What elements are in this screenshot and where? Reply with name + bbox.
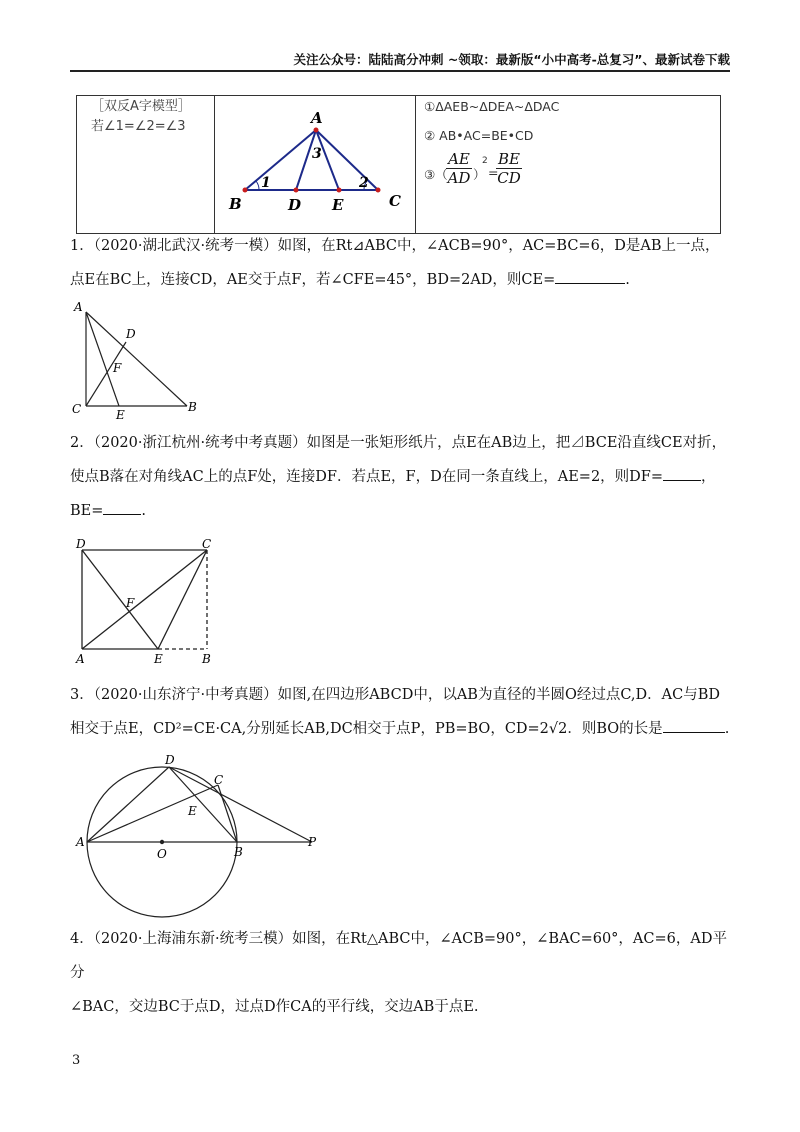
fig-label-c: C <box>388 192 401 210</box>
fig-label-a: A <box>310 109 323 127</box>
fig-angle-3: 3 <box>311 146 322 162</box>
model-condition: 若∠1=∠2=∠3 <box>91 119 186 134</box>
q1-label-e: E <box>116 408 125 422</box>
q3-label-p: P <box>308 835 317 849</box>
q3-label-c: C <box>214 773 224 787</box>
q3-answer-blank[interactable] <box>663 718 725 733</box>
q2-figure <box>70 534 220 670</box>
page-number: 3 <box>72 1053 81 1068</box>
fig-angle-2: 2 <box>358 175 369 191</box>
model-prop-3-prefix: ③（ <box>424 167 448 182</box>
q4-line-1: 4．（2020·上海浦东新·统考三模）如图，在Rt△ABC中，∠ACB=90°，∠BAC=60°，AC=6，AD平分 <box>70 931 727 981</box>
frac2-numerator: BE <box>498 150 520 168</box>
q2-df-answer-blank[interactable] <box>663 466 701 481</box>
frac1-numerator: AE <box>448 150 470 168</box>
q2-line-3-text: BE= <box>70 503 104 519</box>
q2-line-2-text: 使点B落在对角线AC上的点F处，连接DF．若点E，F，D在同一条直线上，AE=2，则DF= <box>70 469 664 485</box>
q3-line-2-text: 相交于点E，CD²=CE·CA,分别延长AB,DC相交于点P，PB=BO，CD=2√2．则BO的长是 <box>70 721 663 737</box>
model-prop-1: ①ΔAEB~ΔDEA~ΔDAC <box>424 99 560 114</box>
model-prop-3-exp: 2 <box>482 156 488 166</box>
q2-label-e: E <box>154 652 163 666</box>
model-frac-ae-ad <box>446 150 472 187</box>
q3-label-o: O <box>157 847 167 861</box>
q3-line-2 <box>70 712 730 746</box>
q1-line-2 <box>70 263 730 297</box>
q1-label-f: F <box>113 361 122 375</box>
model-prop-3-eq: = <box>488 165 499 180</box>
model-table <box>76 95 721 234</box>
question-1 <box>70 229 730 297</box>
q2-label-b: B <box>202 652 211 666</box>
q1-figure <box>66 296 206 422</box>
q4-line-2: ∠BAC，交边BC于点D，过点D作CA的平行线，交边AB于点E. <box>70 999 479 1015</box>
q1-line-2-end: . <box>625 272 630 288</box>
q1-label-b: B <box>188 400 197 414</box>
q2-label-d: D <box>76 537 86 551</box>
header-rule <box>70 70 730 72</box>
model-figure-cell <box>214 96 415 234</box>
q2-line-2 <box>70 460 730 494</box>
q3-label-d: D <box>165 753 175 767</box>
q1-answer-blank[interactable] <box>555 269 625 284</box>
model-frac-be-cd <box>496 150 522 187</box>
question-3 <box>70 678 730 746</box>
fig-label-e: E <box>331 196 344 214</box>
frac2-denominator: CD <box>497 169 521 187</box>
q3-label-e: E <box>188 804 197 818</box>
question-4 <box>70 922 730 1024</box>
q2-line-1: 2．（2020·浙江杭州·统考中考真题）如图是一张矩形纸片，点E在AB边上，把⊿BCE沿直线CE对折， <box>70 435 727 451</box>
double-a-figure <box>215 96 415 229</box>
q3-figure <box>72 752 332 918</box>
q3-line-1: 3．（2020·山东济宁·中考真题）如图,在四边形ABCD中，以AB为直径的半圆O经过点C,D．AC与BD <box>70 687 720 703</box>
q2-label-a: A <box>76 652 85 666</box>
frac1-denominator: AD <box>447 169 471 187</box>
q1-label-d: D <box>126 327 136 341</box>
q3-line-2-end: . <box>724 721 730 737</box>
q1-label-c: C <box>72 402 82 416</box>
q2-label-c: C <box>202 537 212 551</box>
q3-label-a: A <box>76 835 85 849</box>
q1-label-a: A <box>74 300 83 314</box>
q2-line-2-end: ， <box>701 469 716 485</box>
question-2 <box>70 426 730 528</box>
q2-be-answer-blank[interactable] <box>103 500 141 515</box>
page-header: 关注公众号：陆陆高分冲刺 ~领取：最新版“小中高考-总复习”、最新试卷下载 <box>293 52 730 67</box>
fig-label-b: B <box>228 195 242 213</box>
q2-line-3 <box>70 494 730 528</box>
model-prop-2: ② AB•AC=BE•CD <box>424 128 534 143</box>
q1-line-1: 1．（2020·湖北武汉·统考一模）如图，在Rt⊿ABC中，∠ACB=90°，AC=BC=6，D是AB上一点， <box>70 238 720 254</box>
model-prop-3-mid: ） <box>473 167 486 182</box>
fig-label-d: D <box>287 196 301 214</box>
model-title: ［双反A字模型］ <box>91 99 191 114</box>
fig-angle-1: 1 <box>260 175 271 191</box>
q3-label-b: B <box>234 845 243 859</box>
q2-line-3-end: . <box>141 503 146 519</box>
q1-line-2-text: 点E在BC上，连接CD，AE交于点F，若∠CFE=45°，BD=2AD，则CE= <box>70 272 556 288</box>
q2-label-f: F <box>126 596 135 610</box>
model-condition-cell <box>77 96 215 234</box>
